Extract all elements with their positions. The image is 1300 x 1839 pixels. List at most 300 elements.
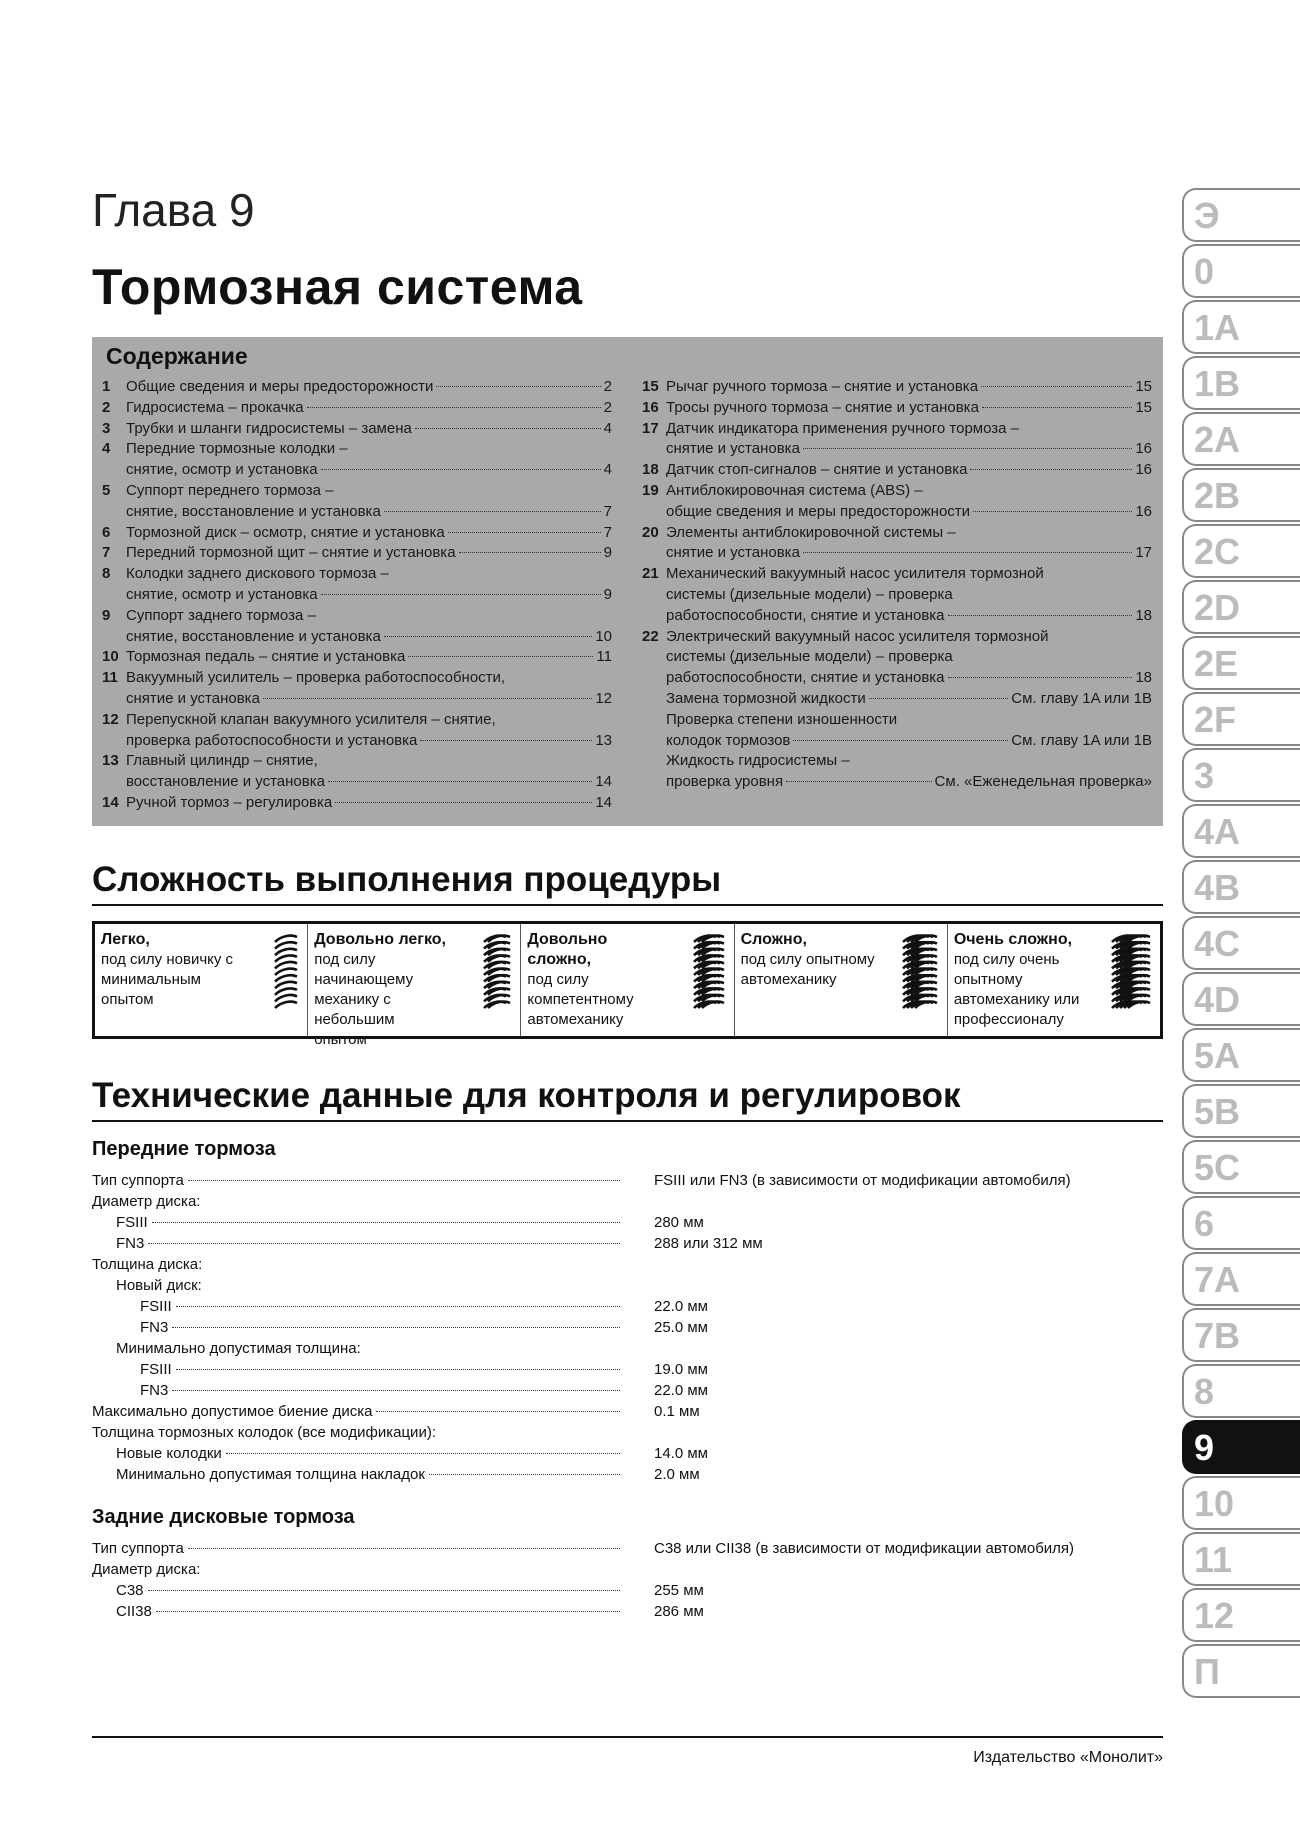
chapter-tab-2b[interactable]: 2B <box>1182 468 1300 522</box>
difficulty-level <box>95 924 308 1036</box>
contents-entry[interactable] <box>102 793 612 814</box>
difficulty-level <box>521 924 734 1036</box>
contents-entry[interactable] <box>642 398 1152 419</box>
contents-line-text: Рычаг ручного тормоза – снятие и установка <box>666 378 979 395</box>
spec-label-cell <box>92 1380 620 1401</box>
spec-label: Максимально допустимое биение диска <box>92 1403 373 1420</box>
chapter-tab-11[interactable]: 11 <box>1182 1532 1300 1586</box>
contents-entry[interactable] <box>642 419 1152 461</box>
contents-line-text: системы (дизельные модели) – проверка <box>666 648 953 666</box>
contents-entry[interactable] <box>102 419 612 440</box>
contents-entry-number: 7 <box>102 544 111 562</box>
contents-line-text: Замена тормозной жидкости <box>666 689 866 707</box>
contents-line-text: снятие и установка <box>126 689 260 707</box>
contents-line-text: Главный цилиндр – снятие, <box>126 752 318 770</box>
contents-line <box>126 585 612 606</box>
difficulty-description: под силу компетентному автомеханику <box>527 971 634 1028</box>
contents-entry[interactable] <box>642 710 1152 752</box>
contents-line-text: проверка работоспособности и установка <box>126 731 418 749</box>
spec-value: 22.0 мм <box>654 1298 708 1315</box>
contents-line <box>666 419 1152 440</box>
front-brakes-heading: Передние тормоза <box>92 1138 276 1160</box>
contents-entry-number: 1 <box>102 378 111 395</box>
spec-value: FSIII или FN3 (в зависимости от модификации автомобиля) <box>654 1172 1071 1189</box>
contents-line-text: Механический вакуумный насос усилителя тормозной <box>666 565 1044 583</box>
contents-page-ref: См. главу 1A или 1B <box>1011 731 1152 749</box>
leader-dots <box>148 1243 620 1244</box>
spec-row <box>92 1559 1152 1580</box>
contents-entry[interactable] <box>102 543 612 564</box>
contents-line <box>126 419 612 440</box>
contents-line <box>126 564 612 585</box>
contents-line-text: Тормозной диск – осмотр, снятие и установка <box>126 523 445 541</box>
spec-value: 19.0 мм <box>654 1361 708 1378</box>
contents-entry-number <box>642 710 666 752</box>
contents-entry[interactable] <box>102 398 612 419</box>
contents-box <box>92 337 1163 826</box>
contents-heading: Содержание <box>106 343 248 369</box>
contents-line-text: Ручной тормоз – регулировка <box>126 793 333 811</box>
difficulty-title: Очень сложно, <box>953 931 1073 948</box>
leader-dots <box>384 511 601 512</box>
spec-value: 286 мм <box>654 1603 704 1620</box>
contents-entry[interactable] <box>642 377 1152 398</box>
contents-line-text: Проверка степени изношенности <box>666 710 898 728</box>
leader-dots <box>803 552 1132 553</box>
difficulty-text <box>527 930 662 1030</box>
spec-label-cell <box>92 1601 620 1622</box>
contents-line-text: Электрический вакуумный насос усилителя тормозной <box>666 627 1049 645</box>
contents-page-ref: 10 <box>595 627 612 645</box>
leader-dots <box>786 781 931 782</box>
contents-line <box>126 502 612 523</box>
leader-dots <box>321 469 601 470</box>
spec-label-cell <box>92 1580 620 1601</box>
rear-brakes-specs <box>92 1538 1152 1622</box>
contents-line-text: Передний тормозной щит – снятие и установка <box>126 544 456 562</box>
spanner-difficulty-icon <box>480 932 514 1010</box>
leader-dots <box>448 532 601 533</box>
contents-entry-number: 3 <box>102 419 111 437</box>
difficulty-title: Сложно, <box>740 931 807 948</box>
spec-label-cell <box>92 1401 620 1422</box>
spec-label: Тип суппорта <box>92 1540 184 1557</box>
contents-line <box>666 627 1152 648</box>
spec-label-cell <box>92 1317 620 1338</box>
contents-entry-number: 9 <box>102 606 111 624</box>
spec-value: 2.0 мм <box>654 1466 700 1483</box>
contents-line-text: общие сведения и меры предосторожности <box>666 502 971 520</box>
contents-line <box>666 606 1152 627</box>
contents-line <box>666 585 1152 606</box>
contents-entry[interactable] <box>642 523 1152 565</box>
chapter-tab-2e[interactable]: 2E <box>1182 636 1300 690</box>
contents-entry-number <box>642 751 666 793</box>
contents-page-ref: 4 <box>603 461 612 479</box>
chapter-tab-5c[interactable]: 5C <box>1182 1140 1300 1194</box>
contents-page-ref: См. главу 1A или 1B <box>1011 689 1152 707</box>
difficulty-text <box>101 930 236 1010</box>
spec-row <box>92 1191 1152 1212</box>
contents-entry[interactable] <box>642 481 1152 523</box>
spec-label: FN3 <box>116 1235 145 1252</box>
contents-entry-number: 19 <box>642 481 659 499</box>
difficulty-title: Легко, <box>101 931 150 948</box>
spec-label: Минимально допустимая толщина: <box>116 1340 361 1357</box>
contents-entry[interactable] <box>102 377 612 398</box>
contents-entry-text <box>666 419 1152 461</box>
spanner-difficulty-icon <box>271 932 301 1010</box>
contents-entry[interactable] <box>642 564 1152 626</box>
spec-label-cell <box>92 1275 620 1296</box>
contents-line-text: Тормозная педаль – снятие и установка <box>126 648 406 666</box>
leader-dots <box>869 698 1008 699</box>
difficulty-scale <box>92 921 1163 1048</box>
contents-line-text: Общие сведения и меры предосторожности <box>126 378 434 395</box>
contents-line-text: снятие и установка <box>666 440 800 458</box>
contents-page-ref: 4 <box>603 419 612 437</box>
contents-page-ref: 18 <box>1135 669 1152 687</box>
contents-entry-number: 16 <box>642 398 659 416</box>
contents-page-ref: 13 <box>595 731 612 749</box>
specs-heading: Технические данные для контроля и регулировок <box>92 1076 1163 1122</box>
chapter-tab-4b[interactable]: 4B <box>1182 860 1300 914</box>
spec-label-cell <box>92 1254 620 1275</box>
page-title: Тормозная система <box>92 259 583 315</box>
contents-line-text: восстановление и установка <box>126 773 325 791</box>
spec-label: FN3 <box>140 1382 169 1399</box>
chapter-tab-2c[interactable]: 2C <box>1182 524 1300 578</box>
contents-line-text: снятие, осмотр и установка <box>126 585 318 603</box>
contents-page-ref: 2 <box>603 378 612 395</box>
contents-page-ref: 15 <box>1135 378 1152 395</box>
contents-entry-text <box>126 751 612 793</box>
contents-entry-text <box>666 627 1152 689</box>
contents-entry-number: 8 <box>102 565 111 583</box>
contents-entry-text <box>666 710 1152 752</box>
contents-entry-text <box>666 377 1152 398</box>
contents-line <box>126 647 612 668</box>
difficulty-description: под силу опытному автомеханику <box>740 951 875 988</box>
chapter-tab-4a[interactable]: 4A <box>1182 804 1300 858</box>
spec-row <box>92 1338 1152 1359</box>
contents-entry-text <box>126 377 612 398</box>
leader-dots <box>172 1327 620 1328</box>
spec-row <box>92 1275 1152 1296</box>
leader-dots <box>420 740 592 741</box>
spec-label-cell <box>92 1359 620 1380</box>
chapter-tab-6[interactable]: 6 <box>1182 1196 1300 1250</box>
leader-dots <box>981 386 1132 387</box>
spec-label-cell <box>92 1296 620 1317</box>
chapter-tab-2a[interactable]: 2A <box>1182 412 1300 466</box>
contents-line <box>126 523 612 544</box>
contents-line <box>126 772 612 793</box>
contents-page-ref: 7 <box>603 523 612 541</box>
contents-entry-text <box>126 398 612 419</box>
spec-label: FSIII <box>140 1361 172 1378</box>
contents-line <box>666 710 1152 731</box>
contents-entry[interactable] <box>102 606 612 648</box>
difficulty-level <box>308 924 521 1048</box>
contents-line <box>126 627 612 648</box>
leader-dots <box>335 802 592 803</box>
leader-dots <box>436 386 600 387</box>
contents-page-ref: 12 <box>595 689 612 707</box>
difficulty-description: под силу очень опытному автомеханику или профессионалу <box>953 951 1080 1028</box>
spec-label: Диаметр диска: <box>92 1193 201 1210</box>
spec-row <box>92 1380 1152 1401</box>
leader-dots <box>307 407 601 408</box>
contents-entry-number: 12 <box>102 710 119 728</box>
difficulty-text <box>741 930 876 990</box>
chapter-tab-12[interactable]: 12 <box>1182 1588 1300 1642</box>
spec-label-cell <box>92 1191 620 1212</box>
spec-label-cell <box>92 1559 620 1580</box>
spec-row <box>92 1443 1152 1464</box>
contents-line-text: Гидросистема – прокачка <box>126 398 304 416</box>
contents-line <box>666 481 1152 502</box>
spec-row <box>92 1359 1152 1380</box>
contents-page-ref: 14 <box>595 793 612 811</box>
contents-entry[interactable] <box>102 647 612 668</box>
contents-line <box>666 772 1152 793</box>
spec-label: Минимально допустимая толщина накладок <box>116 1466 425 1483</box>
contents-line-text: Суппорт переднего тормоза – <box>126 481 334 499</box>
contents-entry[interactable] <box>102 668 612 710</box>
spec-value: C38 или CII38 (в зависимости от модификации автомобиля) <box>654 1540 1075 1557</box>
contents-line-text: работоспособности, снятие и установка <box>666 669 945 687</box>
leader-dots <box>948 615 1133 616</box>
spec-row <box>92 1317 1152 1338</box>
contents-entry-text <box>126 543 612 564</box>
difficulty-description: под силу новичку с минимальным опытом <box>101 951 234 1008</box>
chapter-tab-4d[interactable]: 4D <box>1182 972 1300 1026</box>
spec-label: Толщина тормозных колодок (все модификации): <box>92 1424 436 1441</box>
contents-line <box>126 668 612 689</box>
contents-line-text: работоспособности, снятие и установка <box>666 606 945 624</box>
contents-entry-number: 22 <box>642 627 659 645</box>
contents-entry-text <box>666 564 1152 626</box>
spec-value: 255 мм <box>654 1582 704 1599</box>
leader-dots <box>459 552 601 553</box>
spec-label: Тип суппорта <box>92 1172 184 1189</box>
contents-line <box>126 398 612 419</box>
contents-line-text: Колодки заднего дискового тормоза – <box>126 565 389 583</box>
contents-line <box>666 502 1152 523</box>
spec-row <box>92 1601 1152 1622</box>
spec-label: Новый диск: <box>116 1277 202 1294</box>
contents-entry[interactable] <box>102 439 612 481</box>
contents-page-ref: См. «Еженедельная проверка» <box>934 773 1152 791</box>
leader-dots <box>982 407 1132 408</box>
contents-line <box>666 543 1152 564</box>
contents-line <box>666 377 1152 398</box>
chapter-tab-10[interactable]: 10 <box>1182 1476 1300 1530</box>
chapter-tab-э[interactable]: Э <box>1182 188 1300 242</box>
spec-value: 0.1 мм <box>654 1403 700 1420</box>
contents-entry-text <box>126 606 612 648</box>
front-brakes-specs <box>92 1170 1152 1485</box>
contents-entry[interactable] <box>102 523 612 544</box>
chapter-tab-п[interactable]: П <box>1182 1644 1300 1698</box>
contents-line-text: Вакуумный усилитель – проверка работоспособности, <box>126 669 506 687</box>
contents-entry-text <box>126 564 612 606</box>
leader-dots <box>188 1548 620 1549</box>
chapter-tab-2d[interactable]: 2D <box>1182 580 1300 634</box>
spec-label-cell <box>92 1443 620 1464</box>
chapter-tab-9[interactable]: 9 <box>1182 1420 1300 1474</box>
contents-page-ref: 17 <box>1135 544 1152 562</box>
spec-row <box>92 1401 1152 1422</box>
spec-row <box>92 1580 1152 1601</box>
contents-line-text: Датчик индикатора применения ручного тормоза – <box>666 419 1020 437</box>
contents-page-ref: 7 <box>603 502 612 520</box>
contents-line-text: колодок тормозов <box>666 731 791 749</box>
contents-entry-text <box>126 793 612 814</box>
chapter-tab-0[interactable]: 0 <box>1182 244 1300 298</box>
difficulty-title: Довольно сложно, <box>527 931 608 968</box>
contents-line <box>126 710 612 731</box>
contents-entry-number: 4 <box>102 440 111 458</box>
spec-row <box>92 1422 1152 1443</box>
contents-column-right <box>642 377 1152 793</box>
spec-row <box>92 1538 1152 1559</box>
contents-line <box>666 731 1152 752</box>
contents-entry-text <box>666 751 1152 793</box>
contents-entry[interactable] <box>642 460 1152 481</box>
spec-row <box>92 1233 1152 1254</box>
spec-label: C38 <box>116 1582 144 1599</box>
contents-entry-text <box>666 398 1152 419</box>
spec-label: FSIII <box>116 1214 148 1231</box>
leader-dots <box>263 698 592 699</box>
leader-dots <box>152 1222 620 1223</box>
spec-row <box>92 1212 1152 1233</box>
contents-line <box>126 460 612 481</box>
contents-entry[interactable] <box>642 627 1152 689</box>
contents-line-text: снятие и установка <box>666 544 800 562</box>
footer-divider <box>92 1736 1163 1738</box>
contents-line <box>126 481 612 502</box>
chapter-tab-1a[interactable]: 1A <box>1182 300 1300 354</box>
leader-dots <box>408 656 593 657</box>
spec-value: 14.0 мм <box>654 1445 708 1462</box>
contents-line-text: Антиблокировочная система (ABS) – <box>666 481 923 499</box>
leader-dots <box>176 1369 620 1370</box>
chapter-tab-7b[interactable]: 7B <box>1182 1308 1300 1362</box>
contents-line <box>666 523 1152 544</box>
contents-page-ref: 11 <box>596 648 612 666</box>
leader-dots <box>970 469 1132 470</box>
spec-label-cell <box>92 1212 620 1233</box>
chapter-tab-4c[interactable]: 4C <box>1182 916 1300 970</box>
chapter-tabs <box>1182 188 1300 1700</box>
contents-page-ref: 14 <box>595 773 612 791</box>
chapter-tab-5b[interactable]: 5B <box>1182 1084 1300 1138</box>
contents-entry-number: 6 <box>102 523 111 541</box>
contents-entry-text <box>126 481 612 523</box>
spec-row <box>92 1254 1152 1275</box>
contents-line <box>666 751 1152 772</box>
chapter-tab-8[interactable]: 8 <box>1182 1364 1300 1418</box>
contents-line-text: Передние тормозные колодки – <box>126 440 348 458</box>
chapter-tab-7a[interactable]: 7A <box>1182 1252 1300 1306</box>
difficulty-title: Довольно легко, <box>314 931 446 948</box>
contents-entry-text <box>666 481 1152 523</box>
spec-label: FN3 <box>140 1319 169 1336</box>
contents-entry-number: 2 <box>102 398 111 416</box>
difficulty-text <box>314 930 449 1050</box>
contents-entry[interactable] <box>102 481 612 523</box>
spec-label: Диаметр диска: <box>92 1561 201 1578</box>
contents-line <box>126 543 612 564</box>
difficulty-heading: Сложность выполнения процедуры <box>92 860 1163 906</box>
chapter-label: Глава 9 <box>92 184 255 236</box>
spec-label: Толщина диска: <box>92 1256 203 1273</box>
contents-entry-number: 14 <box>102 793 119 811</box>
contents-line <box>126 793 612 814</box>
spec-label: FSIII <box>140 1298 172 1315</box>
contents-line <box>666 689 1152 710</box>
spanner-difficulty-icon <box>690 932 728 1010</box>
leader-dots <box>429 1474 620 1475</box>
spanner-difficulty-icon <box>1108 932 1154 1010</box>
contents-entry[interactable] <box>102 564 612 606</box>
contents-page-ref: 18 <box>1135 606 1152 624</box>
leader-dots <box>948 677 1133 678</box>
contents-entry-number: 11 <box>102 669 118 687</box>
contents-line-text: Элементы антиблокировочной системы – <box>666 523 956 541</box>
chapter-tab-3[interactable]: 3 <box>1182 748 1300 802</box>
contents-entry-number: 21 <box>642 565 659 583</box>
spec-row <box>92 1170 1152 1191</box>
leader-dots <box>188 1180 620 1181</box>
contents-entry-text <box>126 710 612 752</box>
contents-line-text: Датчик стоп-сигналов – снятие и установка <box>666 461 968 479</box>
difficulty-level <box>948 924 1160 1036</box>
contents-entry[interactable] <box>642 751 1152 793</box>
spec-value: 280 мм <box>654 1214 704 1231</box>
chapter-tab-5a[interactable]: 5A <box>1182 1028 1300 1082</box>
leader-dots <box>321 594 601 595</box>
contents-line-text: снятие, восстановление и установка <box>126 502 381 520</box>
contents-page-ref: 16 <box>1135 461 1152 479</box>
contents-line-text: системы (дизельные модели) – проверка <box>666 585 953 603</box>
chapter-tab-1b[interactable]: 1B <box>1182 356 1300 410</box>
contents-line-text: Жидкость гидросистемы – <box>666 752 850 770</box>
contents-entry-number: 15 <box>642 378 659 395</box>
difficulty-level <box>735 924 948 1036</box>
contents-line <box>666 647 1152 668</box>
contents-entry[interactable] <box>642 689 1152 710</box>
contents-line <box>666 398 1152 419</box>
contents-page-ref: 16 <box>1135 502 1152 520</box>
contents-line-text: снятие, осмотр и установка <box>126 461 318 479</box>
spec-value: 25.0 мм <box>654 1319 708 1336</box>
chapter-tab-2f[interactable]: 2F <box>1182 692 1300 746</box>
contents-entry[interactable] <box>102 710 612 752</box>
contents-line-text: снятие, восстановление и установка <box>126 627 381 645</box>
contents-line <box>666 564 1152 585</box>
spec-value: 22.0 мм <box>654 1382 708 1399</box>
leader-dots <box>415 428 601 429</box>
contents-line-text: проверка уровня <box>666 773 784 791</box>
contents-entry[interactable] <box>102 751 612 793</box>
spec-label-cell <box>92 1422 620 1443</box>
contents-page-ref: 2 <box>603 398 612 416</box>
leader-dots <box>328 781 592 782</box>
